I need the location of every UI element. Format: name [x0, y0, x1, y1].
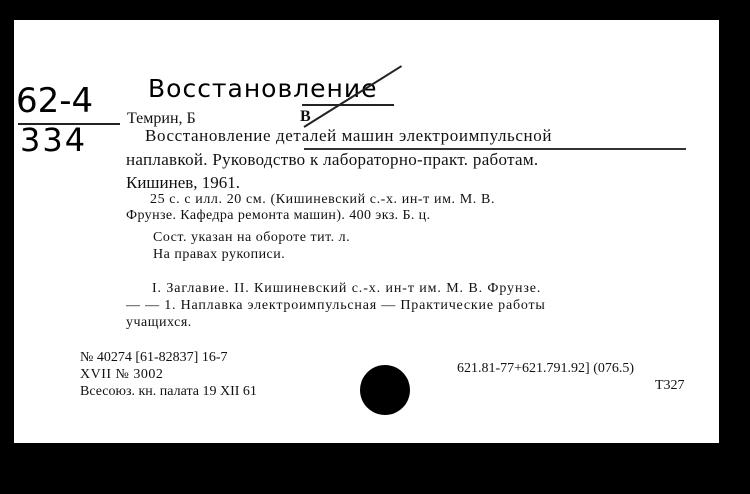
handwritten-shelf-mark-bottom: 334 — [20, 121, 88, 159]
title-line-2: наплавкой. Руководство к лабораторно-практ. работам. — [126, 150, 539, 169]
catalog-card — [14, 20, 719, 443]
tracing-line-3: учащихся. — [126, 315, 192, 330]
volume-number: XVII № 3002 — [80, 367, 164, 382]
description-line-1: 25 с. с илл. 20 см. (Кишиневский с.-х. ин-т им. М. В. — [150, 192, 496, 207]
handwritten-heading: Восстановление — [148, 74, 378, 103]
handwritten-shelf-mark-top: 62-4 — [16, 81, 94, 121]
note-compiler: Сост. указан на обороте тит. л. — [153, 230, 351, 245]
udc-classification: 621.81-77+621.791.92] (076.5) — [457, 361, 635, 376]
card-punch-hole — [360, 365, 410, 415]
tracing-line-2: — — 1. Наплавка электроимпульсная — Практические работы — [126, 298, 546, 313]
author-letter: В — [300, 108, 311, 125]
title-line-3: Кишинев, 1961. — [126, 173, 241, 192]
note-rights: На правах рукописи. — [153, 247, 286, 262]
cutter-number: Т327 — [655, 378, 685, 393]
book-chamber-line: Всесоюз. кн. палата 19 XII 61 — [80, 384, 257, 399]
description-line-2: Фрунзе. Кафедра ремонта машин). 400 экз. Б. ц. — [126, 208, 431, 223]
title-line-1: Восстановление деталей машин электроимпульсной — [145, 126, 553, 145]
heading-underline — [302, 104, 394, 106]
card-number: № 40274 [61-82837] 16-7 — [80, 350, 228, 365]
author-line: Темрин, Б — [127, 110, 196, 127]
tracing-line-1: I. Заглавие. II. Кишиневский с.-х. ин-т им. М. В. Фрунзе. — [152, 281, 542, 296]
